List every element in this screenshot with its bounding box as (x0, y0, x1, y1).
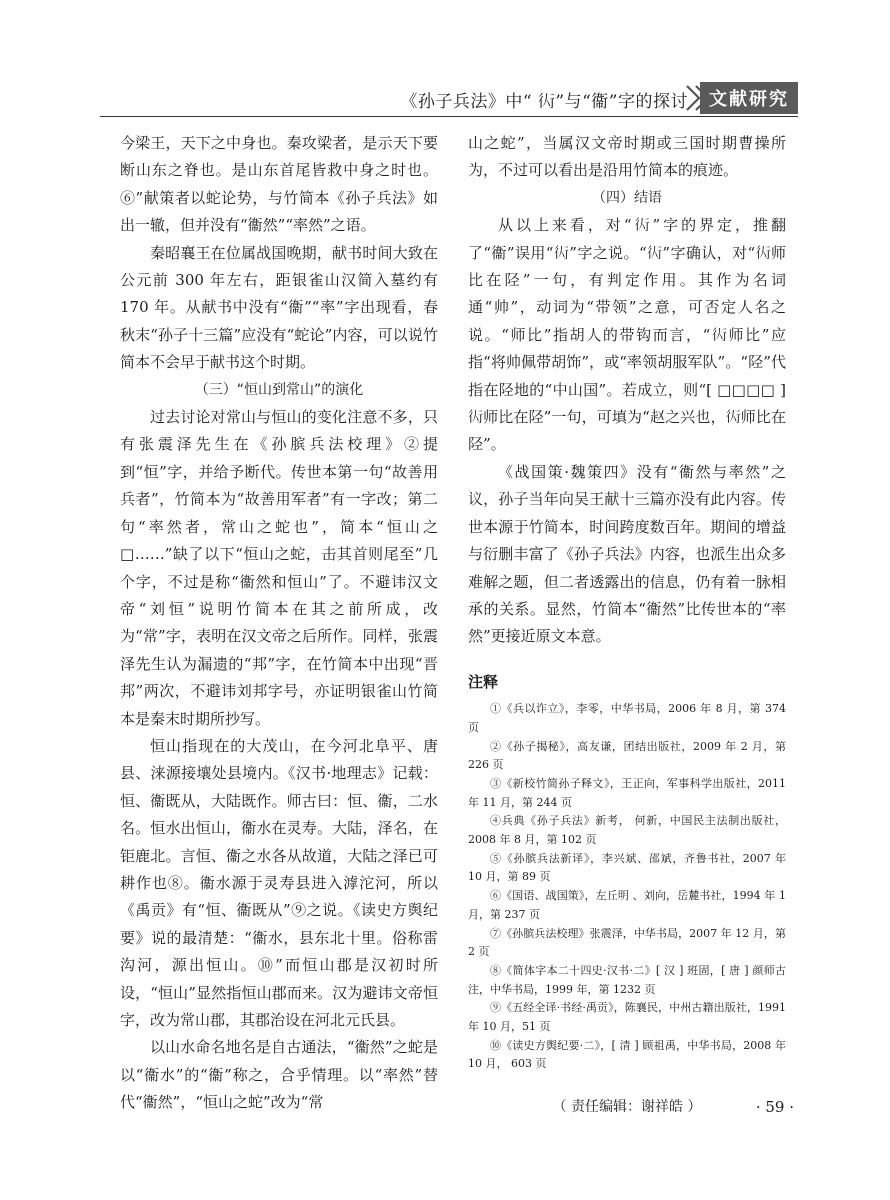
paragraph: 以山水命名地名是自古通法，“衞然”之蛇是以“衞水”的“衞”称之，合乎情理。以“率然”替代“衞然”，“恒山之蛇”改为“常 (120, 1038, 438, 1112)
paragraph: 从以上来看，对“𧗟”字的界定，推翻了“衞”误用“𧗟”字之说。“𧗟”字确认，对“𧗟师比在陉”一句，有判定作用。其作为名词通“帅”，动词为“带领”之意，可否定人名之说。“师比”指胡人的带钩而言，“𧗟师比”应指“将帅佩带胡饰”，或“率领胡服军队”。“陉”代指在陉地的“中山国”。若成立，则“[ □□□□ ] 𧗟师比在陉”一句，可填为“赵之兴也，𧗟师比在陉”。 (468, 216, 786, 454)
notes-heading: 注释 (468, 672, 499, 691)
paragraph: 山之蛇”，当属汉文帝时期或三国时期曹操所为，不过可以看出是沿用竹简本的痕迹。 (468, 134, 786, 180)
paragraph: 过去讨论对常山与恒山的变化注意不多，只有张震泽先生在《孙膑兵法校理》②提到“恒”字，并给予断代。传世本第一句“故善用兵者”，竹简本为“故善用军者”有一字改；第二句“率然者，常山之蛇也”，简本“恒山之□……”缺了以下“恒山之蛇，击其首则尾至”几个字，不过是称“衞然和恒山”了。不避讳汉文帝“刘恒”说明竹简本在其之前所成，改为“常”字，表明在汉文帝之后所作。同样，张震泽先生认为漏遗的“邦”字，在竹简本中出现“晋邦”两次，不避讳刘邦字号，亦证明银雀山竹简本是秦末时期所抄写。 (120, 408, 438, 728)
note-item: ⑩《读史方舆纪要·二》，[ 清 ] 顾祖禹，中华书局，2008 年 10 月， 603 页 (468, 1038, 786, 1071)
running-title: 《孙子兵法》中“ 𧗟”与“衞”字的探讨 (400, 92, 688, 112)
note-item: ①《兵以诈立》，李零，中华书局，2006 年 8 月，第 374 页 (468, 702, 786, 734)
paragraph: 恒山指现在的大茂山，在今河北阜平、唐县、涞源接壤处县境内。《汉书·地理志》记载：恒、衞既从，大陆既作。师古曰：恒、衞，二水名。恒水出恒山，衞水在灵寿。大陆，泽名，在钜鹿北。言恒、衞之水各从故道，大陆之泽已可耕作也⑧。衞水源于灵寿县进入滹沱河，所以《禹贡》有“恒、衞既从”⑨之说。《读史方舆纪要》说的最清楚：“衞水，县东北十里。俗称雷沟河，源出恒山。⑩”而恒山郡是汉初时所设，“恒山”显然指恒山郡而来。汉为避讳文帝恒字，改为常山郡，其郡治设在河北元氏县。 (120, 736, 438, 1029)
right-column (468, 130, 786, 1122)
note-item: ⑦《孙膑兵法校理》张震泽，中华书局，2007 年 12 月，第 2 页 (468, 926, 786, 959)
section-badge: 文献研究 (700, 82, 798, 114)
note-item: ④兵典《孙子兵法》新考， 何新，中国民主法制出版社，2008 年 8 月，第 102 页 (468, 814, 786, 847)
page-header (0, 78, 890, 118)
page-number: · 59 · (755, 1098, 794, 1116)
paragraph: 秦昭襄王在位属战国晚期，献书时间大致在公元前 300 年左右，距银雀山汉简入墓约有 170 年。从献书中没有“衞”“率”字出现看，春秋末“孙子十三篇”应没有“蛇论”内容，可以说竹简本不会早于献书这个时期。 (120, 243, 438, 372)
section-subheading: （四）结语 (592, 189, 662, 206)
paragraph: 《战国策·魏策四》没有“衞然与率然”之议，孙子当年向吴王献十三篇亦没有此内容。传世本源于竹简本，时间跨度数百年。期间的增益与衍删丰富了《孙子兵法》内容，也派生出众多难解之题，但二者透露出的信息，仍有着一脉相承的关系。显然，竹简本“衞然”比传世本的“率然”更接近原文本意。 (468, 462, 786, 646)
section-subheading: （三）“恒山到常山”的演化 (194, 381, 364, 398)
responsible-editor: （ 责任编辑：谢祥皓 ） (552, 1099, 702, 1116)
note-item: ⑥《国语、战国策》，左丘明 、刘向，岳麓书社，1994 年 1 月，第 237 页 (468, 889, 786, 921)
left-column (120, 130, 438, 1117)
note-item: ⑤《孙膑兵法新译》，李兴斌、邵斌，齐鲁书社，2007 年 10 月，第 89 页 (468, 851, 786, 884)
note-item: ③《新校竹简孙子释文》，王正向，军事科学出版社，2011 年 11 月，第 244 页 (468, 776, 786, 809)
paragraph: 今梁王，天下之中身也。秦攻梁者，是示天下要断山东之脊也。是山东首尾皆救中身之时也。⑥”献策者以蛇论势，与竹简本《孙子兵法》如出一辙，但并没有“衞然”“率然”之语。 (120, 134, 438, 235)
note-item: ②《孙子揭秘》，高友谦，团结出版社，2009 年 2 月，第 226 页 (468, 739, 786, 772)
notes-section (468, 669, 786, 1074)
header-rule (100, 116, 798, 117)
note-item: ⑧《简体字本二十四史·汉书·二》[ 汉 ] 班固，[ 唐 ] 颜师古注，中华书局，1999 年，第 1232 页 (468, 963, 786, 996)
note-item: ⑨《五经全译·书经·禹贡》，陈襄民，中州古籍出版社，1991 年 10 月，51 页 (468, 1001, 786, 1034)
